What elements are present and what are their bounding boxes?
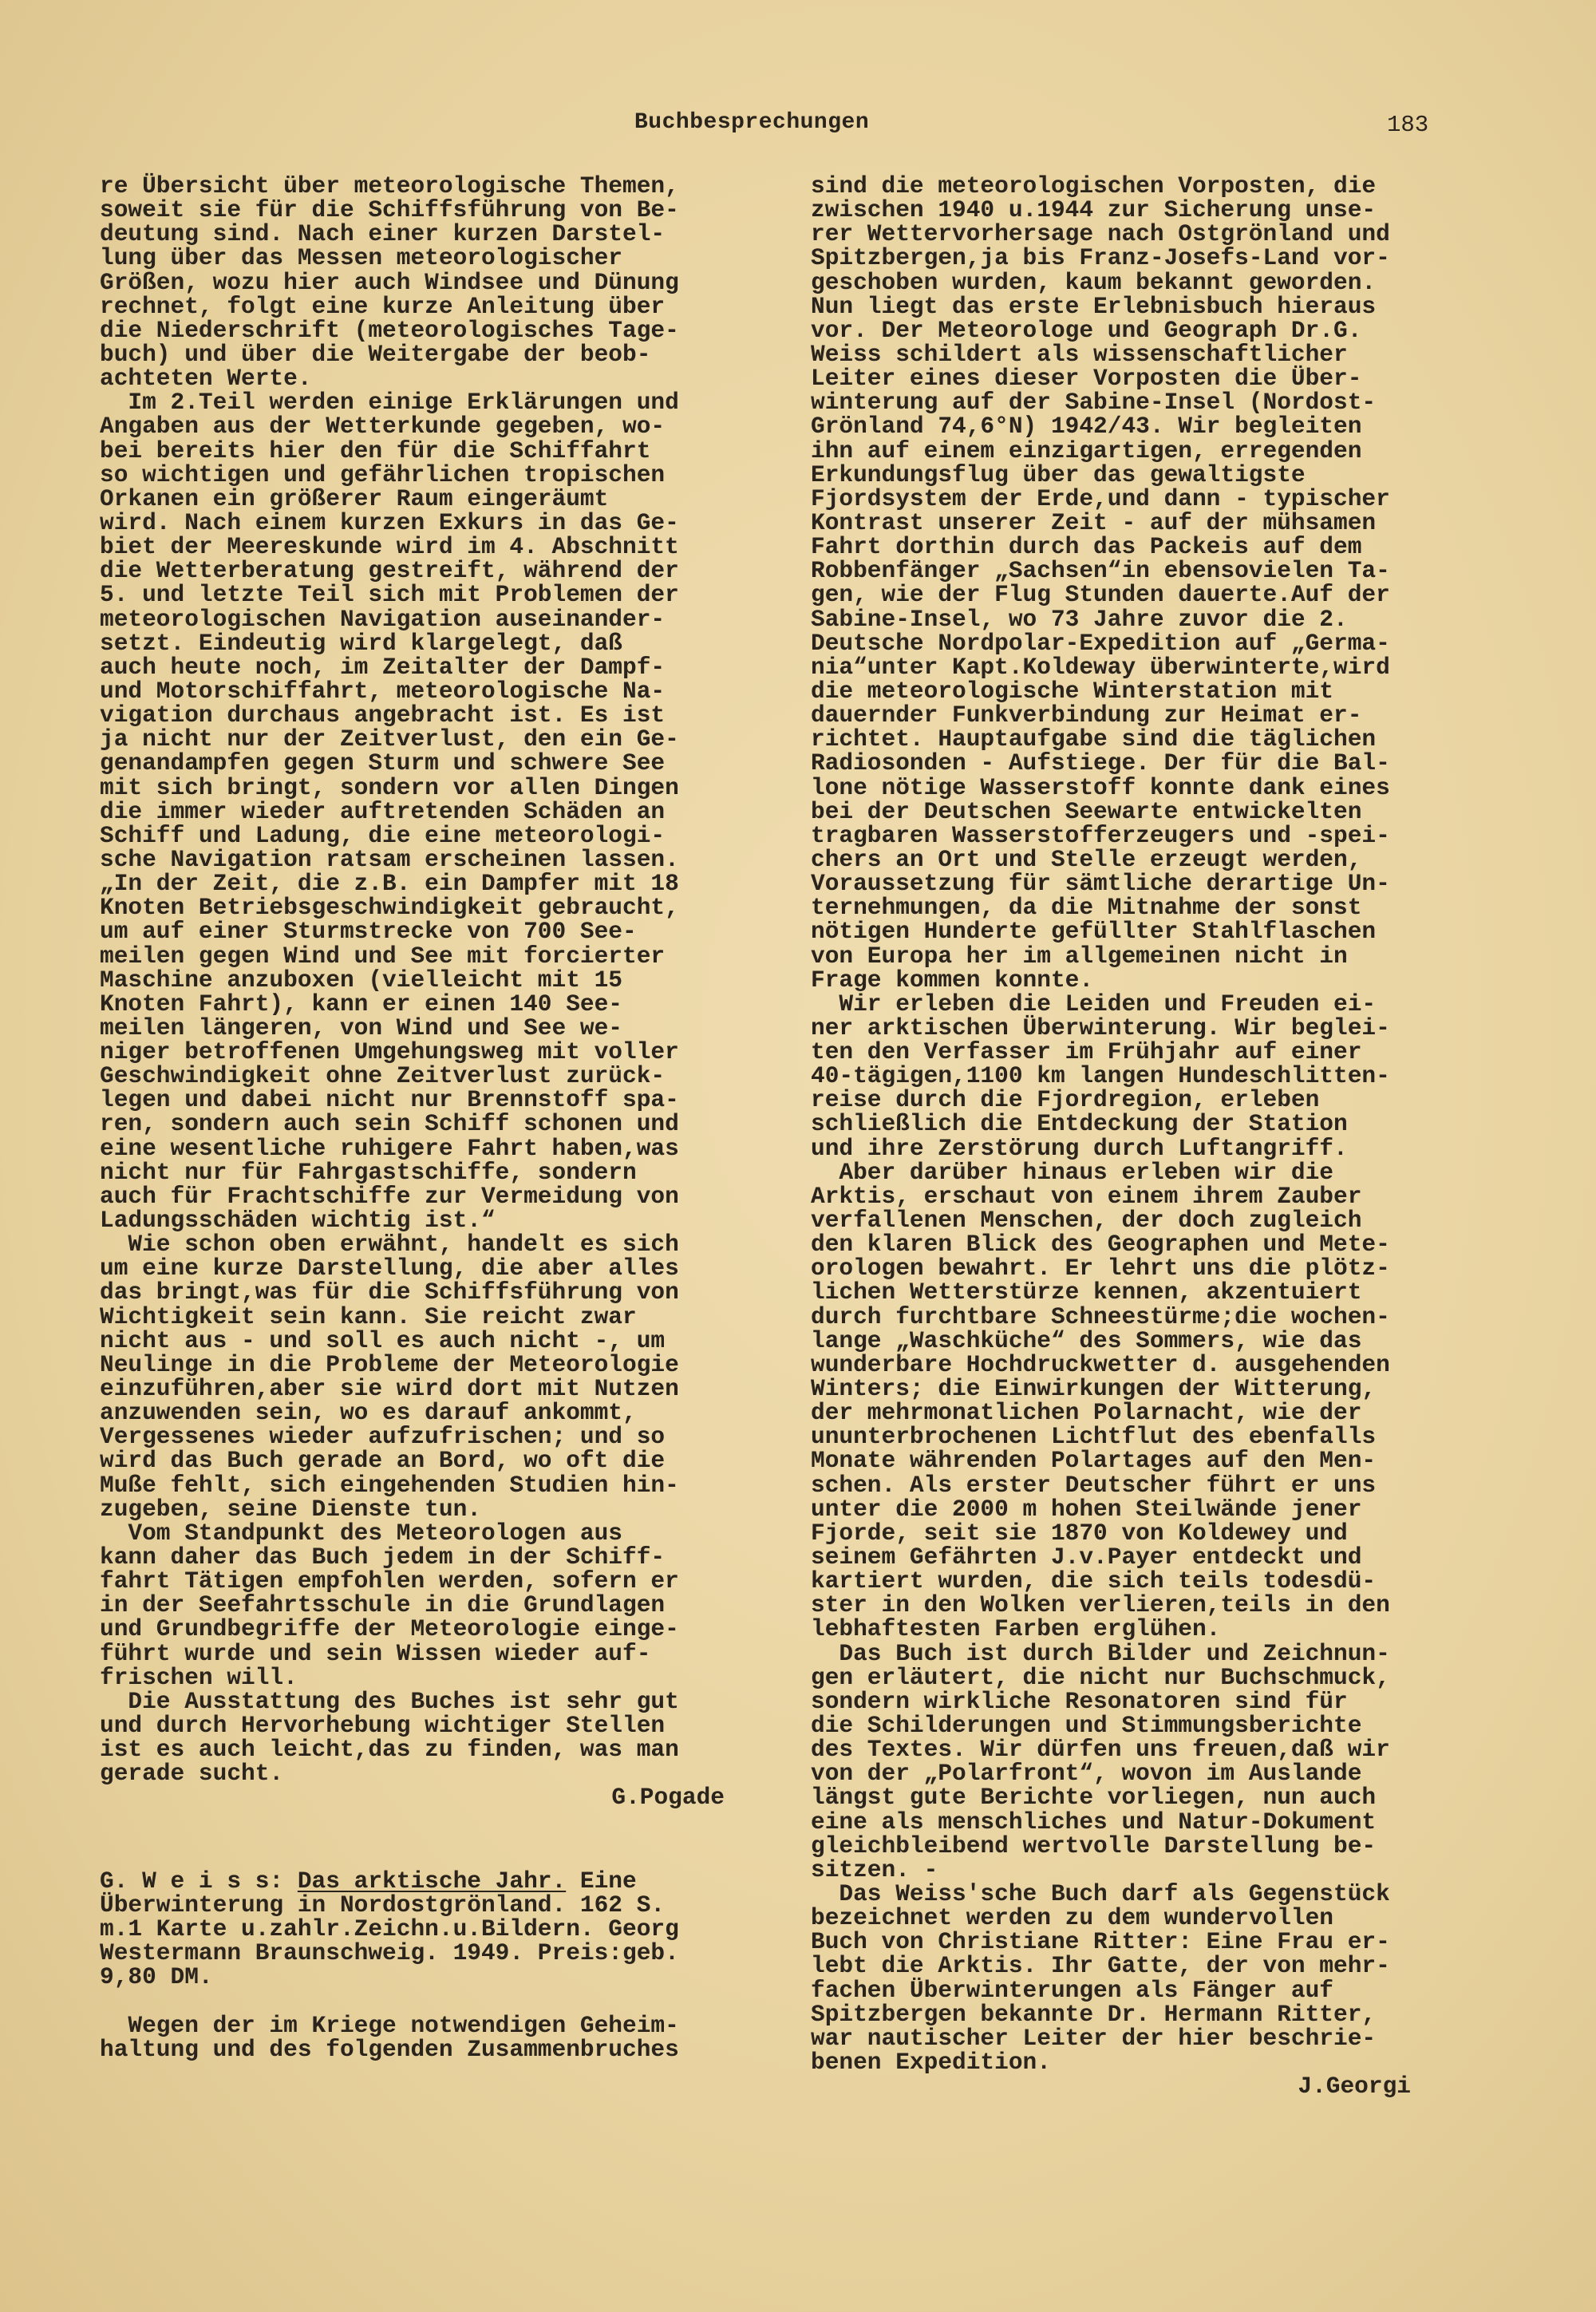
signature-pogade: G.Pogade [611, 1784, 725, 1812]
text-line: Wir erleben die Leiden und Freuden ei- [811, 990, 1377, 1018]
text-line: haltung und des folgenden Zusammenbruches [100, 2036, 679, 2064]
text-line: die Niederschrift (meteorologisches Tage- [100, 316, 679, 344]
text-line: „In der Zeit, die z.B. ein Dampfer mit 18 [100, 870, 679, 898]
text-line: biet der Meereskunde wird im 4. Abschnitt [100, 533, 679, 561]
text-line: unter die 2000 m hohen Steilwände jener [811, 1495, 1362, 1523]
text-line: Angaben aus der Wetterkunde gegeben, wo- [100, 413, 666, 441]
text-line: vor. Der Meteorologe und Geograph Dr.G. [811, 316, 1362, 344]
text-line: Wie schon oben erwähnt, handelt es sich [100, 1231, 679, 1259]
text-line: meilen längeren, von Wind und See we- [100, 1014, 623, 1041]
text-line: lebhaftesten Farben erglühen. [811, 1615, 1221, 1643]
text-line: in der Seefahrtsschule in die Grundlagen [100, 1591, 666, 1619]
text-line: Knoten Fahrt), kann er einen 140 See- [100, 990, 623, 1018]
text-line: buch) und über die Weitergabe der beob- [100, 340, 651, 368]
section-gap [100, 1989, 734, 2014]
text-line: ternehmungen, da die Mitnahme der sonst [811, 894, 1362, 922]
text-line: winterung auf der Sabine-Insel (Nordost- [811, 389, 1377, 417]
text-line: kann daher das Buch jedem in der Schiff- [100, 1543, 666, 1571]
text-line: Maschine anzuboxen (vielleicht mit 15 [100, 966, 623, 994]
text-line: von Europa her im allgemeinen nicht in [811, 942, 1348, 970]
text-line: ja nicht nur der Zeitverlust, den ein Ge- [100, 725, 679, 753]
text-line: Die Ausstattung des Buches ist sehr gut [100, 1687, 679, 1715]
text-line: rechnet, folgt eine kurze Anleitung über [100, 292, 666, 320]
text-line: Voraussetzung für sämtliche derartige Un- [811, 870, 1390, 898]
text-line: zwischen 1940 u.1944 zur Sicherung unse- [811, 196, 1377, 224]
text-line: Fahrt dorthin durch das Packeis auf dem [811, 533, 1362, 561]
text-line: niger betroffenen Umgehungsweg mit voller [100, 1038, 679, 1066]
text-line: Sabine-Insel, wo 73 Jahre zuvor die 2. [811, 605, 1348, 633]
review-pogade-text [100, 172, 734, 1788]
text-line: auch für Frachtschiffe zur Vermeidung von [100, 1182, 679, 1210]
text-line: orologen bewahrt. Er lehrt uns die plötz- [811, 1255, 1390, 1282]
text-line: die meteorologische Winterstation mit [811, 677, 1334, 705]
text-line: gen, wie der Flug Stunden dauerte.Auf der [811, 581, 1390, 609]
text-line: 9,80 DM. [100, 1963, 213, 1991]
text-line: und Motorschiffahrt, meteorologische Na- [100, 677, 666, 705]
text-line: Fjordsystem der Erde,und dann - typischer [811, 484, 1390, 512]
text-line: gen erläutert, die nicht nur Buchschmuck, [811, 1663, 1390, 1691]
text-line: mit sich bringt, sondern vor allen Dingen [100, 773, 679, 801]
book-title: Das arktische Jahr. [297, 1867, 567, 1895]
review-weiss-bibliography [100, 1893, 734, 1990]
text-line: lone nötige Wasserstoff konnte dank eines [811, 773, 1390, 801]
text-line: die Schilderungen und Stimmungsberichte [811, 1712, 1362, 1739]
text-line: reise durch die Fjordregion, erleben [811, 1086, 1320, 1114]
text-line: ren, sondern auch sein Schiff schonen und [100, 1110, 679, 1138]
text-line: Aber darüber hinaus erleben wir die [811, 1158, 1334, 1186]
text-line: Winters; die Einwirkungen der Witterung, [811, 1375, 1377, 1403]
text-line: nötigen Hunderte gefüllter Stahlflaschen [811, 918, 1377, 946]
text-line: um auf einer Sturmstrecke von 700 See- [100, 918, 637, 946]
text-line: schen. Als erster Deutscher führt er uns [811, 1471, 1377, 1499]
text-line: Vergessenes wieder aufzufrischen; und so [100, 1423, 666, 1451]
text-line: soweit sie für die Schiffsführung von Be- [100, 196, 679, 224]
text-line: rer Wettervorhersage nach Ostgrönland und [811, 220, 1390, 248]
text-line: fachen Überwinterungen als Fänger auf [811, 1976, 1334, 2004]
text-line: nicht nur für Fahrgastschiffe, sondern [100, 1158, 637, 1186]
text-line: tragbaren Wasserstofferzeugers und -spei- [811, 821, 1390, 849]
review-weiss-text-start [100, 2012, 734, 2064]
text-line: eine wesentliche ruhigere Fahrt haben,was [100, 1134, 679, 1162]
text-line: vigation durchaus angebracht ist. Es ist [100, 702, 666, 729]
text-line: Ladungsschäden wichtig ist.“ [100, 1207, 496, 1235]
text-line: gerade sucht. [100, 1760, 284, 1788]
text-line: ner arktischen Überwinterung. Wir beglei- [811, 1014, 1390, 1041]
text-line: führt wurde und sein Wissen wieder auf- [100, 1639, 651, 1667]
text-line: Buch von Christiane Ritter: Eine Frau er- [811, 1928, 1390, 1956]
text-line: nicht aus - und soll es auch nicht -, um [100, 1326, 666, 1354]
review-weiss-citation-first-line [100, 1869, 734, 1893]
text-line: schließlich die Entdeckung der Station [811, 1110, 1348, 1138]
text-line: Geschwindigkeit ohne Zeitverlust zurück- [100, 1062, 666, 1090]
text-line: Monate währenden Polartages auf den Men- [811, 1447, 1377, 1475]
text-line: Leiter eines dieser Vorposten die Über- [811, 365, 1362, 393]
text-line: Radiosonden - Aufstiege. Der für die Bal- [811, 749, 1390, 777]
text-line: ihn auf einem einzigartigen, erregenden [811, 437, 1362, 464]
text-line: Im 2.Teil werden einige Erklärungen und [100, 389, 679, 417]
text-line: auch heute noch, im Zeitalter der Dampf- [100, 653, 666, 681]
text-line: und ihre Zerstörung durch Luftangriff. [811, 1134, 1348, 1162]
left-column [100, 174, 734, 2062]
text-line: Deutsche Nordpolar-Expedition auf „Germa- [811, 629, 1390, 657]
text-line: der mehrmonatlichen Polarnacht, wie der [811, 1399, 1362, 1427]
text-line: den klaren Blick des Geographen und Mete- [811, 1231, 1390, 1259]
text-line: lebt die Arktis. Ihr Gatte, der von mehr- [811, 1952, 1390, 1980]
text-line: Grönland 74,6°N) 1942/43. Wir begleiten [811, 413, 1362, 441]
text-line: bezeichnet werden zu dem wundervollen [811, 1904, 1334, 1932]
author-name: G. W e i s s: [100, 1867, 284, 1895]
text-line: benen Expedition. [811, 2048, 1051, 2076]
text-line: Schiff und Ladung, die eine meteorologi- [100, 821, 666, 849]
text-line: wunderbare Hochdruckwetter d. ausgehenden [811, 1350, 1390, 1378]
text-line: Vom Standpunkt des Meteorologen aus [100, 1519, 623, 1547]
right-column [811, 172, 1441, 2101]
text-line: Robbenfänger „Sachsen“in ebensovielen Ta- [811, 557, 1390, 585]
text-line: die Wetterberatung gestreift, während der [100, 557, 679, 585]
text-line: 5. und letzte Teil sich mit Problemen der [100, 581, 679, 609]
text-line: setzt. Eindeutig wird klargelegt, daß [100, 629, 623, 657]
text-line: Neulinge in die Probleme der Meteorologie [100, 1350, 679, 1378]
text-line: ist es auch leicht,das zu finden, was man [100, 1736, 679, 1764]
running-header: Buchbesprechungen [634, 110, 870, 135]
text-line: Das Weiss'sche Buch darf als Gegenstück [811, 1879, 1390, 1907]
text-line: einzuführen,aber sie wird dort mit Nutzen [100, 1375, 679, 1403]
text-line: Überwinterung in Nordostgrönland. 162 S. [100, 1891, 666, 1919]
text-line: Wegen der im Kriege notwendigen Geheim- [100, 2012, 679, 2040]
text-line: Das Buch ist durch Bilder und Zeichnun- [811, 1639, 1390, 1667]
text-line: dauernder Funkverbindung zur Heimat er- [811, 702, 1362, 729]
text-line: genandampfen gegen Sturm und schwere See [100, 749, 666, 777]
text-line: so wichtigen und gefährlichen tropischen [100, 460, 666, 488]
text-line: bei der Deutschen Seewarte entwickelten [811, 797, 1362, 825]
text-line: Orkanen ein größerer Raum eingeräumt [100, 484, 609, 512]
text-line: sind die meteorologischen Vorposten, die [811, 172, 1377, 200]
text-line: längst gute Berichte vorliegen, nun auch [811, 1784, 1377, 1812]
text-line: kartiert wurden, die sich teils todesdü- [811, 1567, 1377, 1595]
text-line: Knoten Betriebsgeschwindigkeit gebraucht, [100, 894, 679, 922]
text-line: eine als menschliches und Natur-Dokument [811, 1808, 1377, 1836]
text-line: achteten Werte. [100, 365, 312, 393]
text-line: bei bereits hier den für die Schiffahrt [100, 437, 651, 464]
text-line: das bringt,was für die Schiffsführung von [100, 1279, 679, 1306]
review-weiss-text-continued [811, 174, 1441, 2074]
text-line: Muße fehlt, sich eingehenden Studien hin- [100, 1471, 679, 1499]
text-line: wird das Buch gerade an Bord, wo oft die [100, 1447, 666, 1475]
text-line: Arktis, erschaut von einem ihrem Zauber [811, 1182, 1362, 1210]
text-line: legen und dabei nicht nur Brennstoff spa- [100, 1086, 679, 1114]
text-line: anzuwenden sein, wo es darauf ankommt, [100, 1399, 637, 1427]
text-line: Spitzbergen bekannte Dr. Hermann Ritter, [811, 2000, 1377, 2028]
text-line: Wichtigkeit sein kann. Sie reicht zwar [100, 1302, 637, 1330]
text-line: die immer wieder auftretenden Schäden an [100, 797, 666, 825]
text-line: gleichbleibend wertvolle Darstellung be- [811, 1832, 1377, 1859]
text-line: sitzen. - [811, 1856, 938, 1883]
text-line: von der „Polarfront“, wovon im Auslande [811, 1760, 1362, 1788]
text-line: frischen will. [100, 1663, 298, 1691]
text-line: Frage kommen konnte. [811, 966, 1094, 994]
text-line: Weiss schildert als wissenschaftlicher [811, 340, 1348, 368]
text-line: durch furchtbare Schneestürme;die wochen- [811, 1302, 1390, 1330]
text-line: um eine kurze Darstellung, die aber alles [100, 1255, 679, 1282]
text-line: ten den Verfasser im Frühjahr auf einer [811, 1038, 1362, 1066]
text-line: ster in den Wolken verlieren,teils in den [811, 1591, 1390, 1619]
text-line: des Textes. Wir dürfen uns freuen,daß wir [811, 1736, 1390, 1764]
text-line: lichen Wetterstürze kennen, akzentuiert [811, 1279, 1362, 1306]
text-line: richtet. Hauptaufgabe sind die täglichen [811, 725, 1377, 753]
text-line: Westermann Braunschweig. 1949. Preis:geb. [100, 1939, 679, 1966]
text-line: 40-tägigen,1100 km langen Hundeschlitten- [811, 1062, 1390, 1090]
page-number: 183 [1387, 112, 1429, 138]
text-line: und durch Hervorhebung wichtiger Stellen [100, 1712, 666, 1739]
citation-rest: Eine [566, 1867, 637, 1895]
text-line: meilen gegen Wind und See mit forcierter [100, 942, 666, 970]
text-line: Spitzbergen,ja bis Franz-Josefs-Land vor- [811, 244, 1390, 272]
text-line: wird. Nach einem kurzen Exkurs in das Ge- [100, 508, 679, 536]
text-line: Fjorde, seit sie 1870 von Koldewey und [811, 1519, 1348, 1547]
text-line: verfallenen Menschen, der doch zugleich [811, 1207, 1362, 1235]
section-gap [100, 1810, 734, 1869]
text-line: Erkundungsflug über das gewaltigste [811, 460, 1306, 488]
text-line: Kontrast unserer Zeit - auf der mühsamen [811, 508, 1377, 536]
text-line: fahrt Tätigen empfohlen werden, sofern er [100, 1567, 679, 1595]
text-line: Größen, wozu hier auch Windsee und Dünung [100, 268, 679, 296]
text-line: re Übersicht über meteorologische Themen, [100, 172, 679, 200]
text-line: war nautischer Leiter der hier beschrie- [811, 2024, 1377, 2052]
text-line: nia“unter Kapt.Koldeway überwinterte,wird [811, 653, 1390, 681]
signature-georgi: J.Georgi [1298, 2073, 1411, 2101]
text-line: zugeben, seine Dienste tun. [100, 1495, 481, 1523]
text-line: und Grundbegriffe der Meteorologie einge- [100, 1615, 679, 1643]
text-line: geschoben wurden, kaum bekannt geworden. [811, 268, 1377, 296]
text-line: ununterbrochenen Lichtflut des ebenfalls [811, 1423, 1377, 1451]
text-line: sondern wirkliche Resonatoren sind für [811, 1687, 1348, 1715]
text-line: lung über das Messen meteorologischer [100, 244, 623, 272]
text-line: deutung sind. Nach einer kurzen Darstel- [100, 220, 666, 248]
text-line: Nun liegt das erste Erlebnisbuch hieraus [811, 292, 1377, 320]
text-line: sche Navigation ratsam erscheinen lassen. [100, 845, 679, 873]
text-line: m.1 Karte u.zahlr.Zeichn.u.Bildern. Georg [100, 1915, 679, 1942]
text-line: chers an Ort und Stelle erzeugt werden, [811, 845, 1362, 873]
text-line: meteorologischen Navigation auseinander- [100, 605, 666, 633]
text-line: lange „Waschküche“ des Sommers, wie das [811, 1326, 1362, 1354]
text-line: seinem Gefährten J.v.Payer entdeckt und [811, 1543, 1362, 1571]
